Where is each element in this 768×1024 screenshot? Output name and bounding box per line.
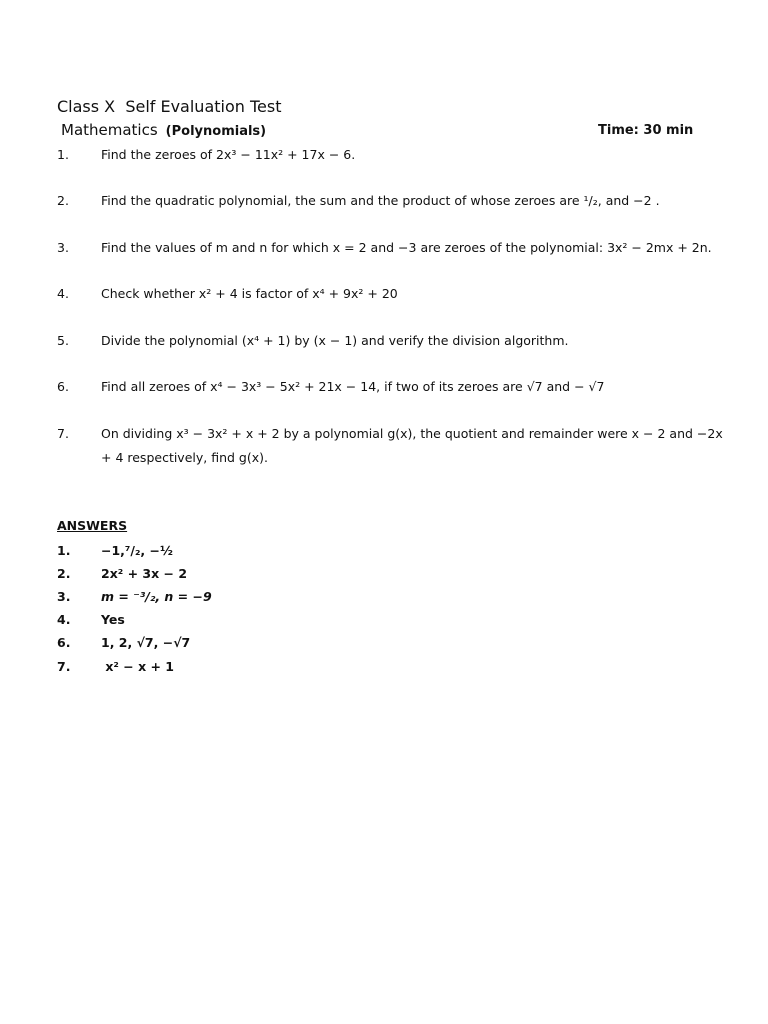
question-text: Find the zeroes of 2x³ − 11x² + 17x − 6. bbox=[101, 147, 356, 162]
question-number: 5. bbox=[57, 333, 69, 348]
answer-text: m = ⁻³/₂, n = −9 bbox=[101, 589, 212, 604]
question-text: Divide the polynomial (x⁴ + 1) by (x − 1) and verify the division algorithm. bbox=[101, 333, 569, 348]
topic-label: (Polynomials) bbox=[165, 124, 267, 139]
answer-text: 1, 2, √7, −√7 bbox=[101, 635, 191, 650]
question-number: 4. bbox=[57, 286, 69, 301]
answer-text: x² − x + 1 bbox=[101, 659, 175, 674]
question-text: Check whether x² + 4 is factor of x⁴ + 9x² + 20 bbox=[101, 286, 398, 301]
answer-number: 1. bbox=[57, 543, 71, 558]
page-title: Class X Self Evaluation Test bbox=[57, 97, 282, 116]
answer-text: Yes bbox=[101, 612, 125, 627]
answer-number: 4. bbox=[57, 612, 71, 627]
question-text: Find all zeroes of x⁴ − 3x³ − 5x² + 21x − 14, if two of its zeroes are √7 and − √7 bbox=[101, 379, 605, 394]
answers-heading: ANSWERS bbox=[57, 518, 128, 533]
question-number: 2. bbox=[57, 193, 69, 208]
answer-number: 3. bbox=[57, 589, 71, 604]
answer-number: 6. bbox=[57, 635, 71, 650]
question-text: Find the values of m and n for which x = 2 and −3 are zeroes of the polynomial: 3x² − 2mx + 2n. bbox=[101, 240, 712, 255]
question-number: 3. bbox=[57, 240, 69, 255]
question-text: Find the quadratic polynomial, the sum and the product of whose zeroes are ¹/₂, and −2 . bbox=[101, 193, 660, 208]
question-number: 1. bbox=[57, 147, 69, 162]
answer-text: −1,⁷/₂, −½ bbox=[101, 543, 173, 558]
subject-label: Mathematics bbox=[61, 121, 158, 139]
time-limit: Time: 30 min bbox=[598, 123, 694, 138]
question-number: 7. bbox=[57, 426, 69, 441]
answer-number: 2. bbox=[57, 566, 71, 581]
question-number: 6. bbox=[57, 379, 69, 394]
subject-line bbox=[61, 121, 266, 139]
answer-text: 2x² + 3x − 2 bbox=[101, 566, 188, 581]
answer-number: 7. bbox=[57, 659, 71, 674]
question-text: On dividing x³ − 3x² + x + 2 by a polynomial g(x), the quotient and remainder were x − 2 and −2x + 4 respectively, find g(x). bbox=[101, 426, 723, 465]
